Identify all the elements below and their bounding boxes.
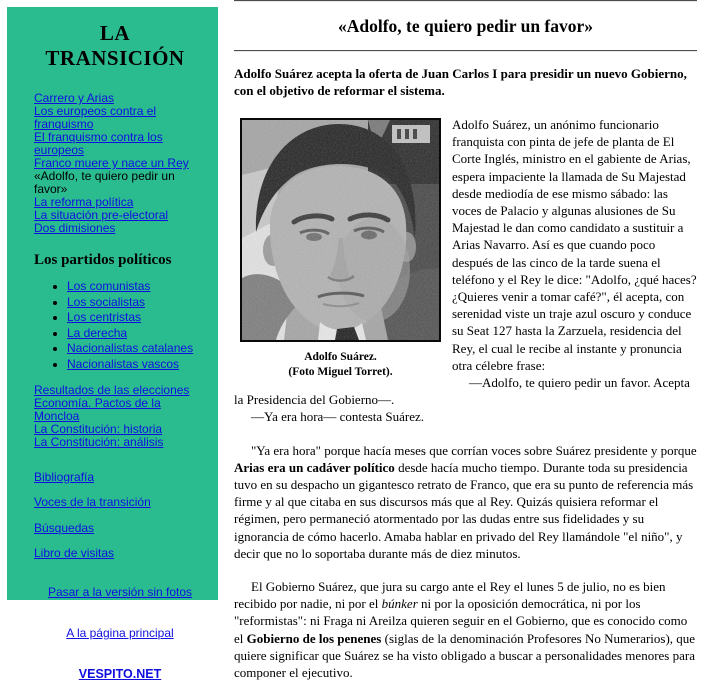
sidebar-current-page: «Adolfo, te quiero pedir un favor» [34,169,175,196]
list-item [67,342,206,354]
text-segment: Arias era un cadáver político [234,459,395,475]
no-photos-version-link[interactable]: Pasar a la versión sin fotos [47,585,193,599]
article-body [234,116,697,681]
list-item [67,358,206,370]
photo-caption-credit: (Foto Miguel Torret). [288,366,393,378]
text-segment: "Ya era hora" porque hacía meses que corrían voces sobre Suárez presidente y porque [251,442,697,458]
dialogue-suarez [234,408,697,425]
sidebar-link[interactable]: Nacionalistas vascos [67,356,180,371]
vespito-site-link[interactable]: VESPITO.NET [78,667,162,681]
sidebar-link[interactable]: Carrero y Arias [34,91,115,105]
main-content [234,0,697,681]
sidebar-link[interactable]: Búsquedas [34,520,95,535]
sidebar-link[interactable]: La Constitución: análisis [34,434,164,449]
sidebar-link[interactable]: La situación pre-electoral [34,208,169,222]
photo-caption-name: Adolfo Suárez. [304,351,377,363]
sidebar-link[interactable]: Los europeos contra el franquismo [34,104,157,131]
text-segment: (siglas de la denominación Profesores No Numerarios), que quiere significar que Suárez se ha visto obligado a buscar a personalidades menores para componer el ejecutivo. [234,630,696,681]
article-lead: Adolfo Suárez acepta la oferta de Juan Carlos I para presidir un nuevo Gobierno, con el objetivo de reformar el sistema. [234,66,687,98]
portrait-illustration [242,120,439,340]
text-segment: Gobierno de los penenes [246,630,382,646]
sidebar-link[interactable]: Bibliografía [34,469,95,484]
sidebar-link[interactable]: Los comunistas [67,279,151,293]
sidebar [7,7,218,681]
photo-caption [240,350,441,380]
sidebar-footer-links [34,585,206,681]
list-item [67,311,206,323]
sidebar-link[interactable]: Economía. Pactos de la Moncloa [34,395,161,423]
sidebar-link[interactable]: El franquismo contra los europeos [34,130,163,157]
text-segment: ni por la oposición democrática, ni por los "reformistas": ni Fraga ni Areilza quieren seguir en el Gobierno, que es conocido como el [234,596,688,646]
site-title: LA TRANSICIÓN [45,21,185,70]
photo-figure [240,118,441,380]
sidebar-section-heading: Los partidos políticos [34,252,172,268]
text-segment: El Gobierno Suárez, que jura su cargo ante el Rey el lunes 5 de julio, no es bien recibido por nadie, ni por el [234,579,666,612]
sidebar-link[interactable]: La reforma política [34,195,134,209]
title-divider [234,50,697,52]
sidebar-party-list [34,280,206,370]
sidebar-link[interactable]: Dos dimisiones [34,221,116,235]
text-segment: Adolfo Suárez, un anónimo funcionario franquista con pinta de jefe de planta de El Corte Inglés, ministro en el gabiente de Arias, espera impaciente la llamada de Su Majestad desde mediodía de ese mismo sábado: las voces de Palacio y algunas alusiones de Su Majestad le dan como candidato a sustituir a Arias Navarro. Así es que cuando poco después de las cinco de la tarde suena el teléfono y el Rey le dice: "Adolfo, ¿qué haces? ¿Quieres venir a tomar café?", él acepta, con serenidad viste un traje azul oscuro y conduce su Seat 127 hasta la Zarzuela, residencia del Rey, el cual le recibe al instante y pronuncia otra célebre frase: [452,117,697,373]
sidebar-link[interactable]: Los centristas [67,310,142,324]
top-divider [234,0,697,2]
list-item [67,327,206,339]
sidebar-nav-results [34,384,206,449]
text-segment: —Ya era hora— contesta Suárez. [251,409,425,425]
list-item [67,280,206,292]
paragraph-gobierno [234,562,697,681]
adolfo-suarez-photo [240,118,441,342]
sidebar-link[interactable]: Voces de la transición [34,495,151,509]
sidebar-link[interactable]: Resultados de las elecciones [34,382,190,397]
sidebar-nav-extra [34,471,206,561]
home-page-link[interactable]: A la página principal [66,626,174,640]
sidebar-link[interactable]: La Constitución: historia [34,421,163,436]
list-item [67,296,206,308]
sidebar-link[interactable]: La derecha [67,325,128,340]
text-segment: —Adolfo, te quiero pedir un favor. Acepta la Presidencia del Gobierno—. [234,375,690,408]
sidebar-link[interactable]: Libro de visitas [34,546,115,560]
sidebar-link[interactable]: Franco muere y nace un Rey [34,156,189,170]
text-segment: desde hacía mucho tiempo. Durante toda su presidencia tuvo en su despacho un gigantesco retrato de Franco, que era su punto de referencia más firme y al que citaba en sus discursos más que al Rey. Quizás quisiera reformar el régimen, pero permaneció atormentado por las dudas entre sus fidelidades y su ignorancia de cómo hacerlo. Amaba hablar en privado del Rey llamándole "el niño", y decir que no lo soportaba durante más de diez minutos. [234,459,694,561]
sidebar-nav-main [34,92,206,235]
text-segment: búnker [381,596,418,612]
article-title: «Adolfo, te quiero pedir un favor» [337,16,594,36]
sidebar-link[interactable]: Nacionalistas catalanes [67,341,194,355]
sidebar-link[interactable]: Los socialistas [67,294,146,309]
paragraph-arias [234,426,697,562]
